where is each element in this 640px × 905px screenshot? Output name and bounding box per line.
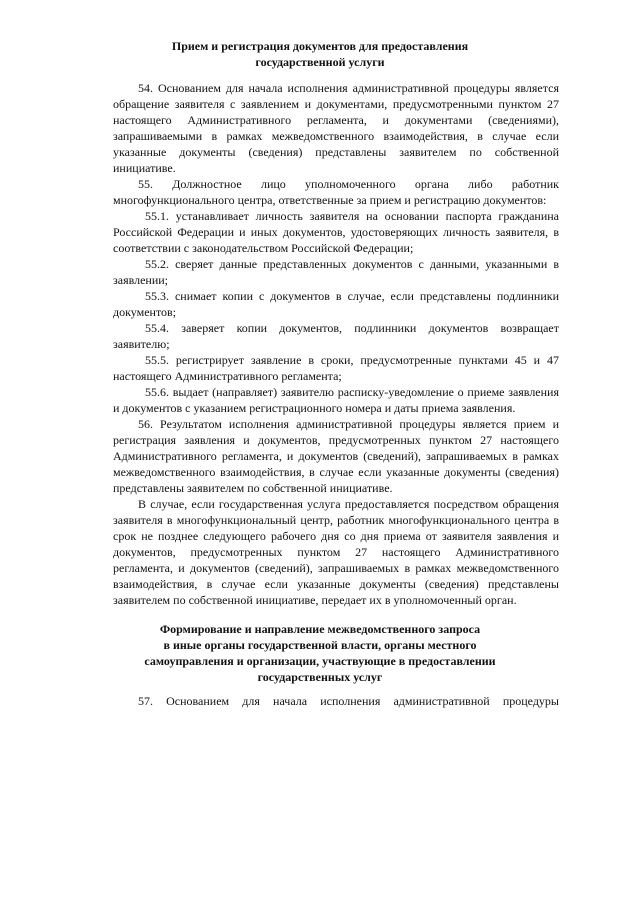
- section-title-line: государственной услуги: [255, 55, 385, 69]
- section-title-line: Формирование и направление межведомственного запроса: [159, 622, 481, 636]
- document-body: [113, 80, 559, 608]
- section-title: [100, 621, 540, 685]
- section-title-line: Прием и регистрация документов для предоставления: [171, 39, 469, 53]
- paragraph-55-1: 55.1. устанавливает личность заявителя на основании паспорта гражданина Российской Федерации и иных документов, удостоверяющих личность заявителя, в соответствии с законодательством Российской Федерации;: [113, 209, 559, 255]
- section-title-line: в иные органы государственной власти, органы местного: [163, 638, 477, 652]
- document-tail: [113, 693, 559, 709]
- paragraph-55-2: 55.2. сверяет данные представленных документов с данными, указанными в заявлении;: [113, 257, 559, 287]
- paragraph-54: 54. Основанием для начала исполнения административной процедуры является обращение заявителя с заявлением и документами, предусмотренными пунктом 27 настоящего Административного регламента, и документами (сведениями), запрашиваемыми в рамках межведомственного взаимодействия, в случае если указанные документы (сведения) представлены заявителем по собственной инициативе.: [113, 81, 559, 175]
- paragraph-55-3: 55.3. снимает копии с документов в случае, если представлены подлинники документов;: [113, 289, 559, 319]
- paragraph-55: 55. Должностное лицо уполномоченного органа либо работник многофункционального центра, ответственные за прием и регистрацию документов:: [113, 177, 559, 207]
- paragraph-55-4: 55.4. заверяет копии документов, подлинники документов возвращает заявителю;: [113, 321, 559, 351]
- paragraph-55-6: 55.6. выдает (направляет) заявителю расписку-уведомление о приеме заявления и документов с указанием регистрационного номера и даты приема заявления.: [113, 385, 559, 415]
- section-title-line: самоуправления и организации, участвующие в предоставлении: [144, 654, 496, 668]
- paragraph-57: 57. Основанием для начала исполнения административной процедуры: [138, 694, 559, 708]
- paragraph-55-5: 55.5. регистрирует заявление в сроки, предусмотренные пунктами 45 и 47 настоящего Административного регламента;: [113, 353, 559, 383]
- section-title-line: государственных услуг: [257, 670, 383, 684]
- section-title: [100, 38, 540, 70]
- paragraph-56: 56. Результатом исполнения административной процедуры является прием и регистрация заявления и документов, предусмотренных пунктом 27 настоящего Административного регламента, и документов (сведений), запрашиваемых в рамках межведомственного взаимодействия, в случае если указанные документы (сведения) представлены заявителем по собственной инициативе.: [113, 417, 559, 495]
- paragraph-mfc-case: В случае, если государственная услуга предоставляется посредством обращения заявителя в многофункциональный центр, работник многофункционального центра в срок не позднее следующего рабочего дня со дня приема от заявителя заявления и документов, предусмотренных пунктом 27 настоящего Административного регламента, и документов (сведений), запрашиваемых в рамках межведомственного взаимодействия, в случае если указанные документы (сведения) представлены заявителем по собственной инициативе, передает их в уполномоченный орган.: [113, 497, 559, 607]
